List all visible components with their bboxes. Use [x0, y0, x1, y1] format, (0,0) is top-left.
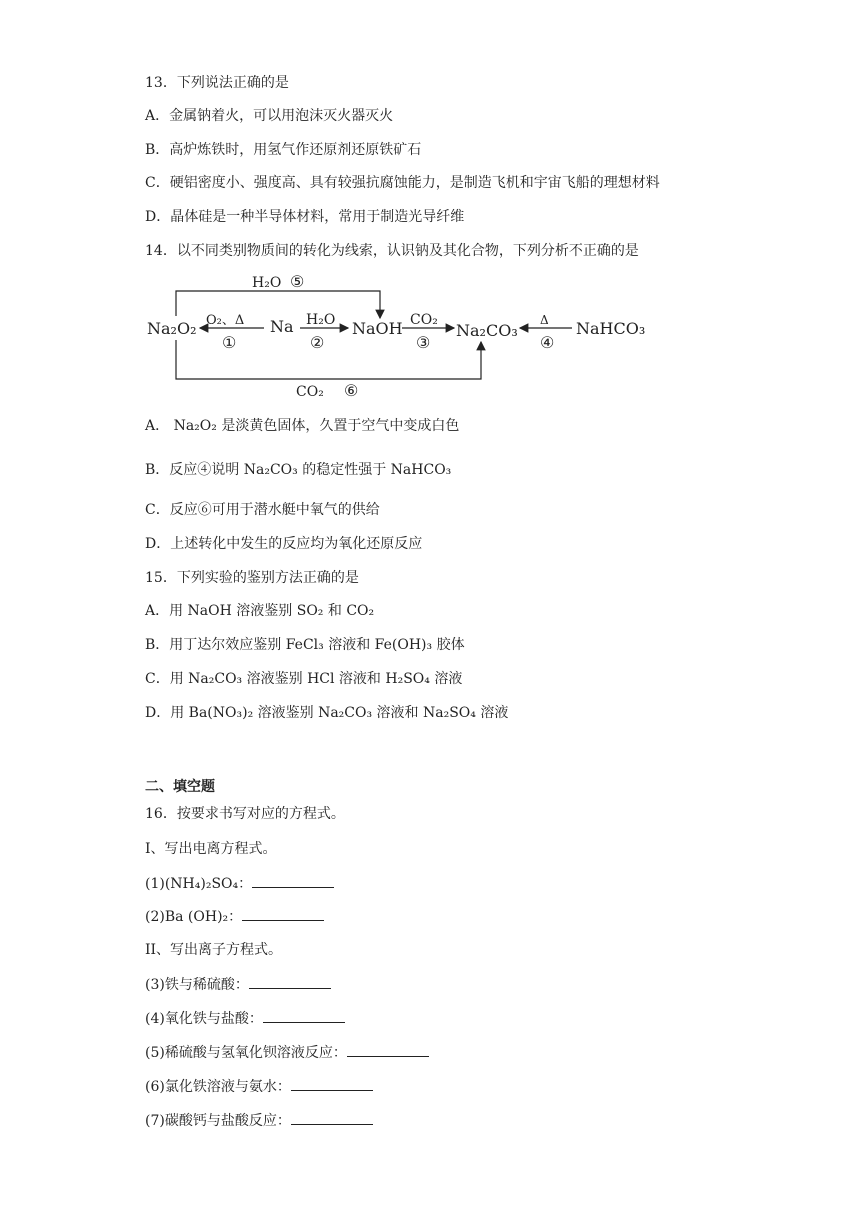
- section-title-fill-in: 二、填空题: [145, 779, 215, 795]
- question-15-option-c: C．用 Na₂CO₃ 溶液鉴别 HCl 溶液和 H₂SO₄ 溶液: [145, 671, 463, 687]
- question-16-item-6: (6)氯化铁溶液与氨水：: [145, 1077, 373, 1096]
- question-14-stem: 14．以不同类别物质间的转化为线索，认识钠及其化合物，下列分析不正确的是: [145, 243, 639, 259]
- question-14-option-a: A． Na₂O₂ 是淡黄色固体，久置于空气中变成白色: [145, 418, 460, 434]
- question-15-option-a: A．用 NaOH 溶液鉴别 SO₂ 和 CO₂: [145, 603, 375, 619]
- condition-1: O₂、Δ: [206, 313, 245, 328]
- question-16-item-2: (2)Ba (OH)₂：: [145, 907, 324, 926]
- question-16-item-3: (3)铁与稀硫酸：: [145, 975, 331, 994]
- question-14-option-c: C．反应⑥可用于潜水艇中氧气的供给: [145, 502, 380, 518]
- question-16-item-1: (1)(NH₄)₂SO₄：: [145, 874, 334, 893]
- answer-blank-5[interactable]: [347, 1043, 429, 1057]
- reaction-number-4: ④: [540, 333, 555, 352]
- question-15-stem: 15．下列实验的鉴别方法正确的是: [145, 570, 359, 586]
- compound-naoh: NaOH: [352, 319, 403, 338]
- reaction-number-6: ⑥: [344, 381, 359, 398]
- question-16-item-7: (7)碳酸钙与盐酸反应：: [145, 1111, 373, 1130]
- formula-na2co3: Na₂CO₃: [243, 462, 298, 478]
- reaction-number-3: ③: [416, 333, 431, 352]
- answer-blank-6[interactable]: [291, 1077, 373, 1091]
- compound-na2o2: Na₂O₂: [147, 319, 197, 338]
- question-15-option-d: D．用 Ba(NO₃)₂ 溶液鉴别 Na₂CO₃ 溶液和 Na₂SO₄ 溶液: [145, 705, 509, 721]
- question-14-option-b: B．反应④说明 Na₂CO₃ 的稳定性强于 NaHCO₃: [145, 462, 452, 478]
- answer-blank-4[interactable]: [263, 1009, 345, 1023]
- reaction-number-2: ②: [310, 333, 325, 352]
- question-16-stem: 16．按要求书写对应的方程式。: [145, 806, 345, 822]
- question-13-option-b: B．高炉炼铁时，用氢气作还原剂还原铁矿石: [145, 142, 422, 158]
- answer-blank-7[interactable]: [291, 1111, 373, 1125]
- question-15-option-b: B．用丁达尔效应鉴别 FeCl₃ 溶液和 Fe(OH)₃ 胶体: [145, 637, 465, 653]
- condition-4: Δ: [540, 313, 549, 327]
- compound-na: Na: [270, 317, 294, 336]
- compound-nahco3: NaHCO₃: [576, 319, 646, 338]
- condition-2: H₂O: [306, 312, 336, 328]
- formula-nahco3: NaHCO₃: [390, 462, 452, 478]
- answer-blank-2[interactable]: [242, 907, 324, 921]
- condition-6: CO₂: [296, 384, 324, 398]
- question-14-option-d: D．上述转化中发生的反应均为氧化还原反应: [145, 536, 423, 552]
- condition-3: CO₂: [410, 312, 438, 328]
- question-16-item-4: (4)氧化铁与盐酸：: [145, 1009, 345, 1028]
- question-13-stem: 13．下列说法正确的是: [145, 75, 289, 91]
- question-16-part-1: I、写出电离方程式。: [145, 841, 277, 857]
- reaction-number-1: ①: [222, 333, 237, 352]
- question-13-option-d: D．晶体硅是一种半导体材料，常用于制造光导纤维: [145, 209, 465, 225]
- question-13-option-c: C．硬铝密度小、强度高、具有较强抗腐蚀能力，是制造飞机和宇宙飞船的理想材料: [145, 175, 660, 191]
- answer-blank-3[interactable]: [249, 975, 331, 989]
- question-16-part-2: II、写出离子方程式。: [145, 942, 283, 958]
- question-16-item-5: (5)稀硫酸与氢氧化钡溶液反应：: [145, 1043, 429, 1062]
- formula-na2o2: Na₂O₂: [173, 418, 217, 434]
- compound-na2co3: Na₂CO₃: [456, 321, 518, 340]
- reaction-number-5: ⑤: [290, 272, 305, 291]
- sodium-conversion-diagram: [140, 268, 660, 398]
- answer-blank-1[interactable]: [252, 874, 334, 888]
- question-13-option-a: A．金属钠着火，可以用泡沫灭火器灭火: [145, 108, 394, 124]
- condition-5: H₂O: [252, 275, 282, 291]
